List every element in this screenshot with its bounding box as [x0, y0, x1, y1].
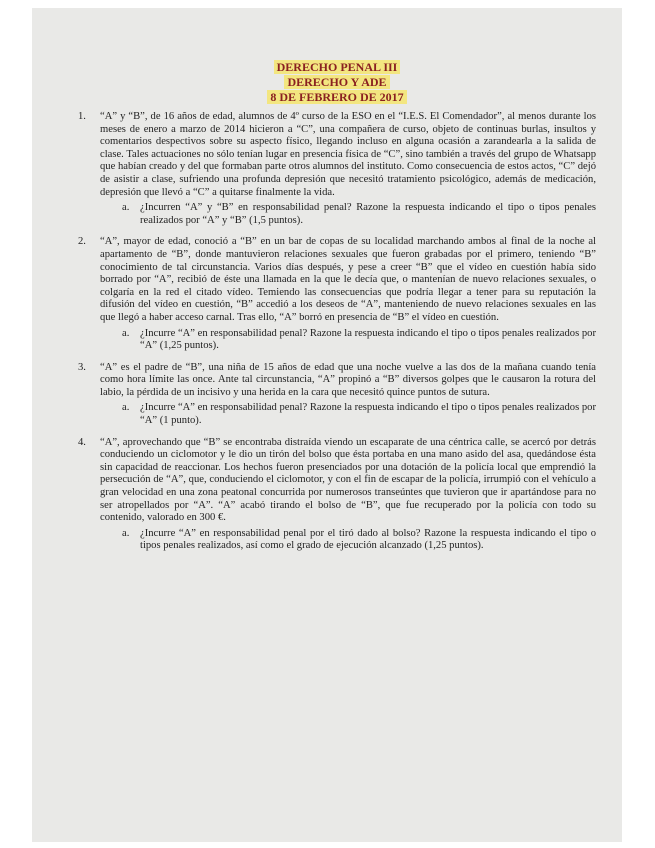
sub-question-letter: a. [122, 402, 130, 414]
question-text: “A”, aprovechando que “B” se encontraba distraída viendo un escaparate de una céntrica calle, se acercó por detrás conduciendo un ciclomotor y le dio un tirón del bolso que ésta portaba en una mano asido del asa, quedándose ésta sin capacidad de reaccionar. Los hechos fueron presenciados por una dotación de la policía local que emprendió la persecución de “A”, que, conduciendo el ciclomotor, y con el fin de escapar de la policía, irrumpió con el vehículo a gran velocidad en una zona peatonal concurrida por numerosos transeúntes que tuvieron que ir apartándose para no ser atropellados por “A”. “A” acabó tirando el bolso de “B”, que fue recuperado por la policía con todo su contenido, valorado en 300 €. [100, 436, 596, 524]
sub-question [122, 402, 596, 427]
sub-question [122, 528, 596, 553]
course-title: DERECHO PENAL III [78, 60, 596, 75]
question-3 [78, 362, 596, 428]
sub-question-text: ¿Incurre “A” en responsabilidad penal? Razone la respuesta indicando el tipo o tipos penales realizados por “A” (1 punto). [140, 402, 596, 427]
question-text: “A”, mayor de edad, conoció a “B” en un bar de copas de su localidad marchando ambos al final de la noche al apartamento de “B”, donde mantuvieron relaciones sexuales que fueron grabadas por el primero, teniendo “B” conocimiento de tal circunstancia. Varios días después, y pese a creer “B” que el vídeo en cuestión había sido borrado por “A”, recibió de éste una llamada en la que le decía que, o mantenían de nuevo relaciones sexuales, o colgaría en la red el citado vídeo. Temiendo las consecuencias que podría llegar a tener para su reputación la difusión del vídeo en cuestión, “B” accedió a los deseos de “A”, manteniendo de nuevo relaciones sexuales en las que llegó a haber acceso carnal. Tras ello, “A” borró en presencia de “B” el vídeo en cuestión. [100, 236, 596, 323]
sub-question-letter: a. [122, 527, 130, 539]
question-2 [78, 236, 596, 352]
degree-title: DERECHO Y ADE [78, 75, 596, 90]
exam-sheet [32, 8, 622, 842]
sub-question [122, 328, 596, 353]
sub-question-letter: a. [122, 327, 130, 339]
question-number: 4. [78, 436, 86, 448]
question-number: 3. [78, 361, 86, 373]
sub-question-letter: a. [122, 202, 130, 214]
sub-question [122, 202, 596, 227]
question-1 [78, 111, 596, 227]
question-4 [78, 437, 596, 553]
exam-date: 8 DE FEBRERO DE 2017 [78, 90, 596, 105]
sub-question-text: ¿Incurren “A” y “B” en responsabilidad penal? Razone la respuesta indicando el tipo o tipos penales realizados por “A” y “B” (1,5 puntos). [140, 202, 596, 226]
question-text: “A” es el padre de “B”, una niña de 15 años de edad que una noche vuelve a las dos de la mañana cuando tenía como hora límite las once. Ante tal circunstancia, “A” propinó a “B” diversos golpes que le causaron la rotura del labio, la pérdida de un incisivo y una herida en la cara que necesitó quince puntos de sutura. [100, 361, 596, 398]
sub-question-text: ¿Incurre “A” en responsabilidad penal? Razone la respuesta indicando el tipo o tipos penales realizados por “A” (1,25 puntos). [140, 327, 596, 352]
question-text: “A” y “B”, de 16 años de edad, alumnos de 4º curso de la ESO en el “I.E.S. El Comendador”, al menos durante los meses de enero a marzo de 2014 hicieron a “C”, una compañera de curso, objeto de continuas burlas, insultos y comentarios despectivos sobre su aspecto físico, llegando incluso en alguna ocasión a zarandearla a la salida de clase. Tales actuaciones no sólo tenían lugar en presencia física de “C”, sino también a través del grupo de Whatsapp que habían creado y del que formaban parte otros alumnos del instituto. Como consecuencia de estos actos, “C” dejó de asistir a clase, sufriendo una profunda depresión que necesitó tratamiento psicológico, además de medicación, depresión que llevó a “C” a quitarse finalmente la vida. [100, 111, 596, 198]
question-number: 2. [78, 236, 86, 248]
question-number: 1. [78, 111, 86, 122]
exam-header [78, 60, 596, 105]
sub-question-text: ¿Incurre “A” en responsabilidad penal por el tiró dado al bolso? Razone la respuesta indicando el tipo o tipos penales realizados, así como el grado de ejecución alcanzado (1,25 puntos). [140, 527, 596, 552]
